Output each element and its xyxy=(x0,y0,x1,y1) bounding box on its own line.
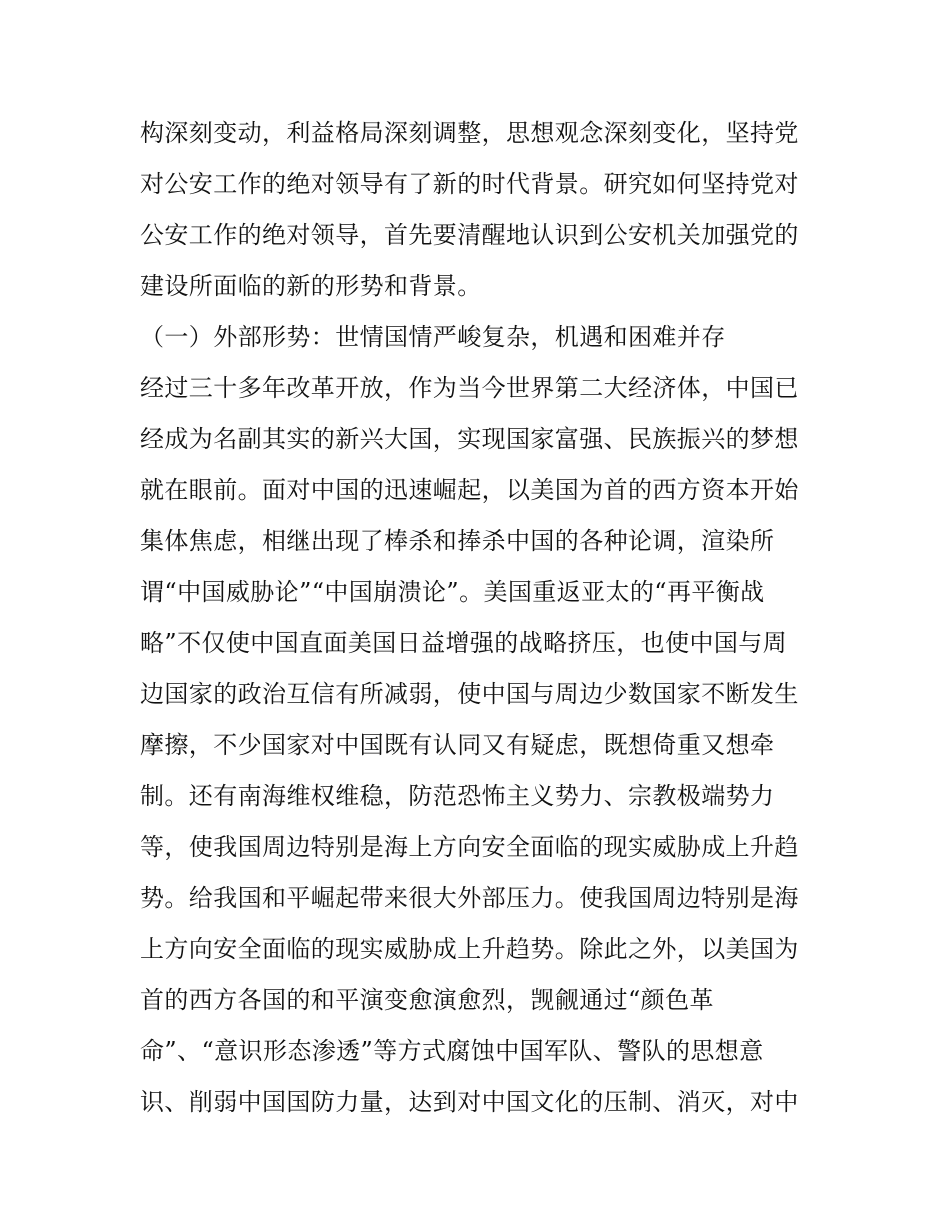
text-line: 摩擦，不少国家对中国既有认同又有疑虑，既想倚重又想牵 xyxy=(140,731,775,759)
text-line: 势。给我国和平崛起带来很大外部压力。使我国周边特别是海 xyxy=(140,884,799,912)
text-line: 首的西方各国的和平演变愈演愈烈，觊觎通过“颜色革 xyxy=(140,986,714,1014)
text-line: 集体焦虑，相继出现了棒杀和捧杀中国的各种论调，渲染所 xyxy=(140,527,775,555)
text-line: 命”、“意识形态渗透”等方式腐蚀中国军队、警队的思想意 xyxy=(140,1037,764,1065)
text-line: 制。还有南海维权维稳，防范恐怖主义势力、宗教极端势力 xyxy=(140,782,775,810)
text-line: 识、削弱中国国防力量，达到对中国文化的压制、消灭，对中 xyxy=(140,1088,799,1116)
text-line: 构深刻变动，利益格局深刻调整，思想观念深刻变化，坚持党 xyxy=(140,119,799,147)
text-line: 边国家的政治互信有所减弱，使中国与周边少数国家不断发生 xyxy=(140,680,799,708)
text-line: 谓“中国威胁论”“中国崩溃论”。美国重返亚太的“再平衡战 xyxy=(140,578,765,606)
text-line: 经过三十多年改革开放，作为当今世界第二大经济体，中国已 xyxy=(140,374,799,402)
text-line: 等，使我国周边特别是海上方向安全面临的现实威胁成上升趋 xyxy=(140,833,799,861)
body-text xyxy=(140,108,820,1128)
text-line: 公安工作的绝对领导，首先要清醒地认识到公安机关加强党的 xyxy=(140,221,799,249)
text-line: 经成为名副其实的新兴大国，实现国家富强、民族振兴的梦想 xyxy=(140,425,799,453)
text-line: 略”不仅使中国直面美国日益增强的战略挤压，也使中国与周 xyxy=(140,629,788,657)
text-line: 就在眼前。面对中国的迅速崛起，以美国为首的西方资本开始 xyxy=(140,476,799,504)
section-heading: （一）外部形势：世情国情严峻复杂，机遇和困难并存 xyxy=(140,323,726,351)
text-line: 对公安工作的绝对领导有了新的时代背景。研究如何坚持党对 xyxy=(140,170,799,198)
text-line: 建设所面临的新的形势和背景。 xyxy=(140,272,482,300)
text-line: 上方向安全面临的现实威胁成上升趋势。除此之外，以美国为 xyxy=(140,935,799,963)
